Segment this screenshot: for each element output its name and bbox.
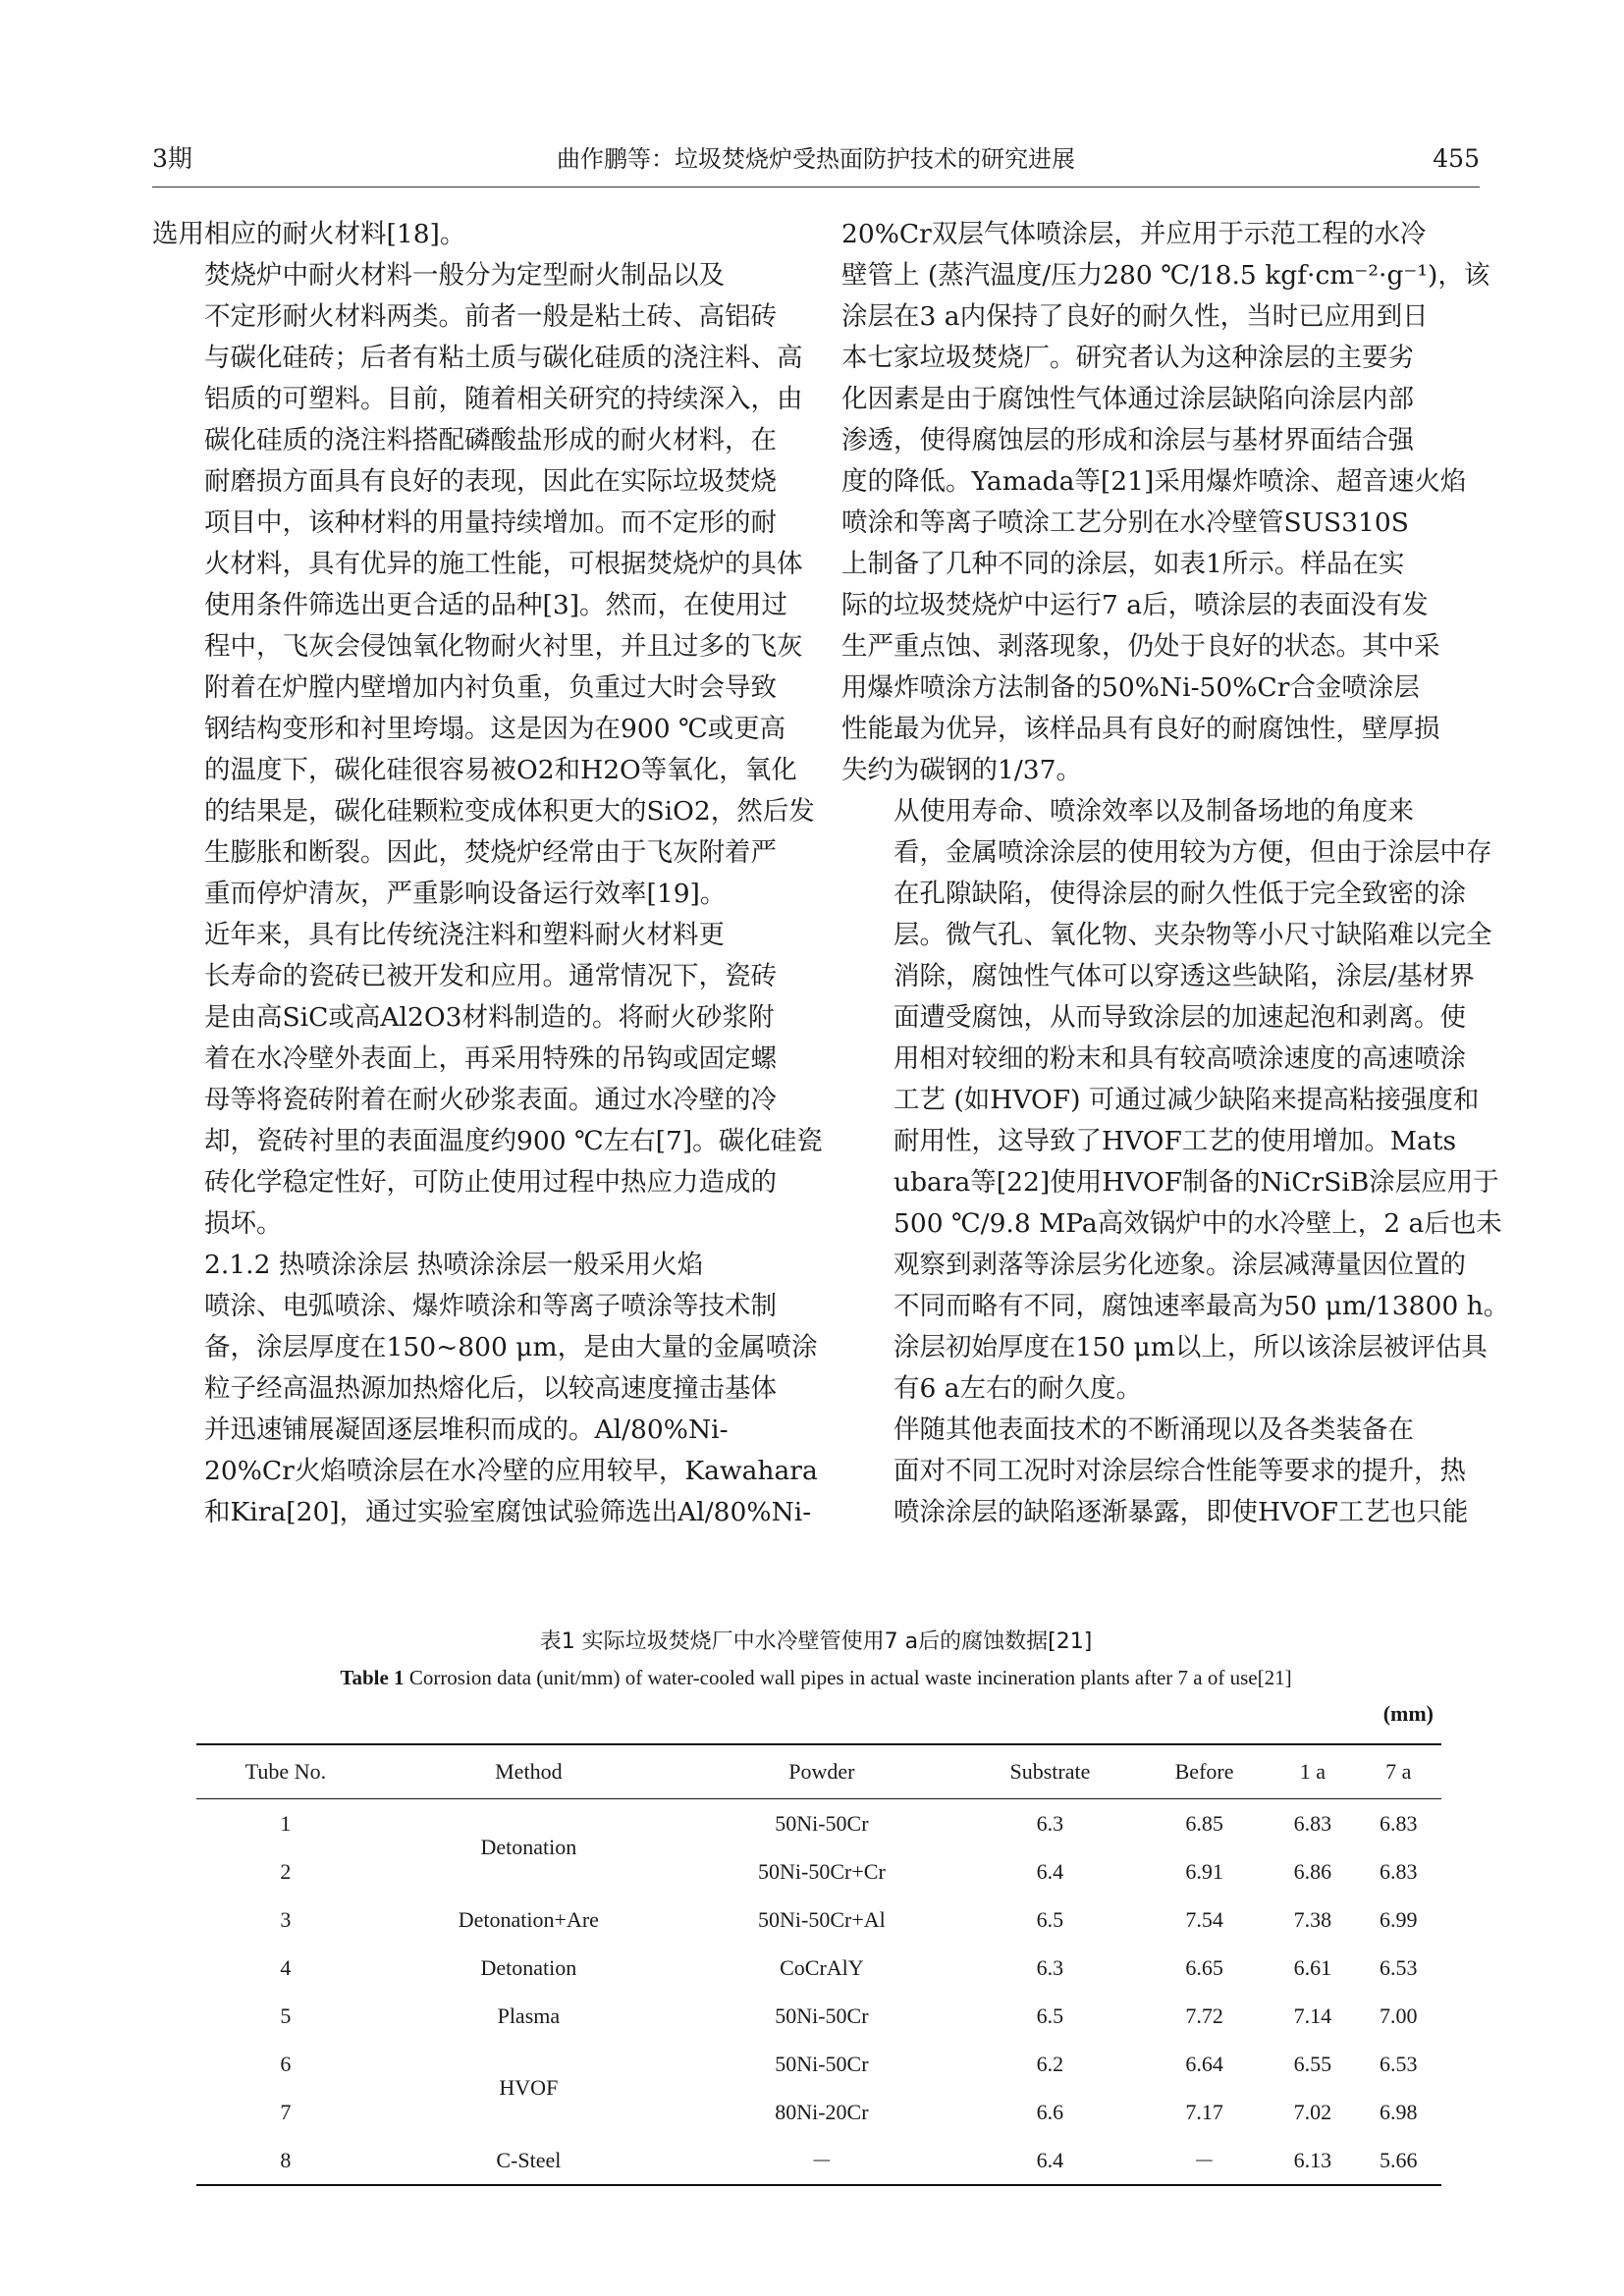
text-line: 喷涂、电弧喷涂、爆炸喷涂和等离子喷涂等技术制: [204, 1291, 777, 1321]
text-line: 面遭受腐蚀，从而导致涂层的加速起泡和剥离。使: [893, 1002, 1466, 1033]
cell-method: C-Steel: [375, 2136, 682, 2185]
column-header: Tube No.: [196, 1744, 375, 1799]
paragraph: [152, 1245, 818, 1533]
text-line: 涂层在3 a内保持了良好的耐久性，当时已应用到日: [841, 301, 1429, 332]
text-line: 壁管上 (蒸汽温度/压力280 ℃/18.5 kgf·cm⁻²·g⁻¹)，该: [841, 260, 1490, 291]
text-line: 碳化硅质的浇注料搭配磷酸盐形成的耐火材料，在: [204, 425, 777, 455]
table-row: [196, 1944, 1441, 1992]
text-line: 是由高SiC或高Al2O3材料制造的。将耐火砂浆附: [204, 1002, 775, 1033]
paragraph: [841, 791, 1510, 1410]
text-line: 铝质的可塑料。目前，随着相关研究的持续深入，由: [204, 384, 803, 414]
text-line: 用爆炸喷涂方法制备的50%Ni-50%Cr合金喷涂层: [841, 672, 1420, 703]
cell-substrate: 6.6: [1036, 2099, 1064, 2124]
cell-method: HVOF: [499, 2075, 559, 2100]
text-line: 20%Cr双层气体喷涂层，并应用于示范工程的水冷: [841, 219, 1427, 249]
cell-method: Detonation: [480, 1835, 577, 1859]
table-caption-cn: 表1 实际垃圾焚烧厂中水冷壁管使用7 a后的腐蚀数据[21]: [539, 1629, 1093, 1654]
table-row: [196, 1799, 1441, 1848]
text-line: 20%Cr火焰喷涂层在水冷壁的应用较早，Kawahara: [204, 1456, 818, 1486]
text-line: 用相对较细的粉末和具有较高喷涂速度的高速喷涂: [893, 1043, 1466, 1074]
cell-tube: 3: [280, 1906, 292, 1932]
text-line: 却，瓷砖衬里的表面温度约900 ℃左右[7]。碳化硅瓷: [204, 1126, 823, 1156]
cell-before: 7.72: [1185, 2002, 1223, 2028]
cell-a1: 7.02: [1293, 2099, 1332, 2124]
table-caption-en: [152, 1663, 1480, 1692]
text-line: 程中，飞灰会侵蚀氧化物耐火衬里，并且过多的飞灰: [204, 631, 803, 662]
table-row: [196, 1896, 1441, 1944]
cell-method: Detonation: [480, 1954, 577, 1980]
cell-substrate: 6.4: [1036, 1858, 1064, 1884]
text-line: 重而停炉清灰，严重影响设备运行效率[19]。: [204, 879, 727, 909]
cell-before: 7.17: [1185, 2099, 1223, 2124]
text-line: 有6 a左右的耐久度。: [893, 1373, 1143, 1404]
text-line: 在孔隙缺陷，使得涂层的耐久性低于完全致密的涂: [893, 879, 1466, 909]
column-header: Method: [375, 1744, 682, 1799]
text-line: 面对不同工况时对涂层综合性能等要求的提升，热: [893, 1456, 1466, 1486]
text-line: 化因素是由于腐蚀性气体通过涂层缺陷向涂层内部: [841, 384, 1414, 414]
cell-a7: 6.83: [1380, 1810, 1418, 1836]
issue-number: 3期: [152, 144, 192, 173]
table-header-row: [196, 1744, 1441, 1799]
text-line: 钢结构变形和衬里垮塌。这是因为在900 ℃或更高: [204, 714, 786, 744]
table-body: [196, 1799, 1441, 2186]
cell-substrate: 6.5: [1036, 1906, 1064, 1932]
text-line: 耐用性，这导致了HVOF工艺的使用增加。Mats: [893, 1126, 1457, 1156]
text-line: 粒子经高温热源加热熔化后，以较高速度撞击基体: [204, 1373, 777, 1404]
cell-a1: 6.61: [1293, 1954, 1332, 1980]
text-line: 母等将瓷砖附着在耐火砂浆表面。通过水冷壁的冷: [204, 1085, 777, 1115]
cell-powder: 50Ni-50Cr: [775, 1810, 869, 1836]
text-line: 看，金属喷涂涂层的使用较为方便，但由于涂层中存: [893, 837, 1492, 868]
cell-tube: 5: [280, 2002, 292, 2028]
text-line: 耐磨损方面具有良好的表现，因此在实际垃圾焚烧: [204, 466, 777, 497]
text-line: 喷涂涂层的缺陷逐渐暴露，即使HVOF工艺也只能: [893, 1497, 1469, 1527]
cell-a1: 7.38: [1293, 1906, 1332, 1932]
cell-substrate: 6.5: [1036, 2002, 1064, 2028]
text-line: 观察到剥落等涂层劣化迹象。涂层减薄量因位置的: [893, 1250, 1466, 1280]
cell-a7: 5.66: [1356, 2136, 1441, 2185]
cell-before: 6.85: [1185, 1810, 1223, 1836]
cell-a7: 6.98: [1380, 2099, 1418, 2124]
text-line: 不同而略有不同，腐蚀速率最高为50 μm/13800 h。: [893, 1291, 1510, 1321]
text-line: 的温度下，碳化硅很容易被O2和H2O等氧化，氧化: [204, 755, 797, 785]
cell-before: 6.91: [1185, 1858, 1223, 1884]
column-header: 7 a: [1356, 1744, 1441, 1799]
table-unit: (mm): [1382, 1701, 1434, 1726]
text-line: 500 ℃/9.8 MPa高效锅炉中的水冷壁上，2 a后也未: [893, 1208, 1502, 1239]
cell-substrate: 6.3: [1036, 1810, 1064, 1836]
text-line: 火材料，具有优异的施工性能，可根据焚烧炉的具体: [204, 549, 803, 579]
paragraph: [152, 214, 790, 255]
cell-before: 6.65: [1185, 1954, 1223, 1980]
cell-tube: 6: [280, 2051, 292, 2076]
right-column: [841, 214, 1510, 1533]
text-line: 涂层初始厚度在150 μm以上，所以该涂层被评估具: [893, 1332, 1488, 1362]
cell-powder: 50Ni-50Cr+Cr: [758, 1858, 886, 1884]
text-line: 长寿命的瓷砖已被开发和应用。通常情况下，瓷砖: [204, 961, 777, 991]
cell-a1: 7.14: [1293, 2002, 1332, 2028]
text-line: 的结果是，碳化硅颗粒变成体积更大的SiO2，然后发: [204, 796, 815, 827]
text-line: 着在水冷壁外表面上，再采用特殊的吊钩或固定螺: [204, 1043, 777, 1074]
cell-a7: 6.99: [1380, 1906, 1418, 1932]
text-line: 附着在炉膛内壁增加内衬负重，负重过大时会导致: [204, 672, 777, 703]
cell-a7: 6.83: [1380, 1858, 1418, 1884]
paragraph: [841, 1410, 1480, 1533]
table-caption-label: Table 1: [340, 1666, 405, 1689]
column-header: Powder: [682, 1744, 961, 1799]
text-line: 备，涂层厚度在150~800 μm，是由大量的金属喷涂: [204, 1332, 818, 1362]
cell-method: Detonation+Are: [458, 1906, 599, 1932]
text-line: 消除，腐蚀性气体可以穿透这些缺陷，涂层/基材界: [893, 961, 1475, 991]
cell-powder: 50Ni-50Cr: [775, 2051, 869, 2076]
text-line: 渗透，使得腐蚀层的形成和涂层与基材界面结合强: [841, 425, 1414, 455]
cell-substrate: 6.3: [1036, 1954, 1064, 1980]
table-row: [196, 2040, 1441, 2088]
page-header: [152, 137, 1480, 181]
table-row: [196, 1992, 1441, 2040]
text-line: 不定形耐火材料两类。前者一般是粘土砖、高铝砖: [204, 301, 777, 332]
paragraph: [152, 915, 823, 1245]
text-line: 生严重点蚀、剥落现象，仍处于良好的状态。其中采: [841, 631, 1440, 662]
cell-a7: 6.53: [1380, 1954, 1418, 1980]
cell-tube: 8: [196, 2136, 375, 2185]
text-line: 伴随其他表面技术的不断涌现以及各类装备在: [893, 1415, 1414, 1445]
left-column: [152, 214, 823, 1533]
cell-substrate: 6.4: [961, 2136, 1139, 2185]
text-line: 工艺 (如HVOF) 可通过减少缺陷来提高粘接强度和: [893, 1085, 1480, 1115]
cell-powder: 80Ni-20Cr: [775, 2099, 869, 2124]
cell-tube: 2: [280, 1858, 292, 1884]
paragraph: [841, 214, 1490, 791]
text-line: 选用相应的耐火材料[18]。: [152, 219, 466, 249]
column-header: 1 a: [1270, 1744, 1355, 1799]
text-line: 砖化学稳定性好，可防止使用过程中热应力造成的: [204, 1167, 777, 1198]
paragraph: [152, 255, 815, 915]
cell-a7: 7.00: [1380, 2002, 1418, 2028]
cell-before: －: [1139, 2136, 1270, 2185]
cell-before: 7.54: [1185, 1906, 1223, 1932]
text-line: 上制备了几种不同的涂层，如表1所示。样品在实: [841, 549, 1405, 579]
cell-powder: 50Ni-50Cr+Al: [758, 1906, 886, 1932]
text-line: 度的降低。Yamada等[21]采用爆炸喷涂、超音速火焰: [841, 466, 1467, 497]
text-line: 生膨胀和断裂。因此，焚烧炉经常由于飞灰附着严: [204, 837, 777, 868]
cell-a7: 6.53: [1380, 2051, 1418, 2076]
column-header: Before: [1139, 1744, 1270, 1799]
text-line: 从使用寿命、喷涂效率以及制备场地的角度来: [893, 796, 1414, 827]
cell-powder: 50Ni-50Cr: [775, 2002, 869, 2028]
text-line: 层。微气孔、氧化物、夹杂物等小尺寸缺陷难以完全: [893, 920, 1492, 950]
text-line: 损坏。: [204, 1208, 283, 1239]
text-line: 性能最为优异，该样品具有良好的耐腐蚀性，壁厚损: [841, 714, 1440, 744]
text-line: 喷涂和等离子喷涂工艺分别在水冷壁管SUS310S: [841, 507, 1409, 538]
cell-a1: 6.83: [1293, 1810, 1332, 1836]
running-title: 曲作鹏等：垃圾焚烧炉受热面防护技术的研究进展: [557, 145, 1075, 173]
cell-before: 6.64: [1185, 2051, 1223, 2076]
text-line: 与碳化硅砖；后者有粘土质与碳化硅质的浇注料、高: [204, 343, 803, 373]
text-line: 际的垃圾焚烧炉中运行7 a后，喷涂层的表面没有发: [841, 590, 1429, 620]
cell-tube: 7: [280, 2099, 292, 2124]
text-line: 项目中，该种材料的用量持续增加。而不定形的耐: [204, 507, 777, 538]
cell-powder: －: [682, 2136, 961, 2185]
cell-a1: 6.13: [1270, 2136, 1355, 2185]
text-line: 失约为碳钢的1/37。: [841, 755, 1083, 785]
text-line: 焚烧炉中耐火材料一般分为定型耐火制品以及: [204, 260, 725, 291]
text-line: 使用条件筛选出更合适的品种[3]。然而，在使用过: [204, 590, 788, 620]
column-header: Substrate: [961, 1744, 1139, 1799]
text-line: ubara等[22]使用HVOF制备的NiCrSiB涂层应用于: [893, 1167, 1499, 1198]
cell-tube: 1: [280, 1810, 292, 1836]
table-row: [196, 2136, 1441, 2185]
cell-tube: 4: [280, 1954, 292, 1980]
table-caption-text: Corrosion data (unit/mm) of water-cooled wall pipes in actual waste incineration plants after 7 a of use[21]: [404, 1666, 1292, 1689]
text-line: 和Kira[20]，通过实验室腐蚀试验筛选出Al/80%Ni-: [204, 1497, 812, 1527]
text-line: 近年来，具有比传统浇注料和塑料耐火材料更: [204, 920, 725, 950]
cell-powder: CoCrAlY: [780, 1954, 864, 1980]
text-line: 本七家垃圾焚烧厂。研究者认为这种涂层的主要劣: [841, 343, 1414, 373]
text-line: 并迅速铺展凝固逐层堆积而成的。Al/80%Ni-: [204, 1415, 729, 1445]
page-number: 455: [1433, 144, 1480, 173]
cell-method: Plasma: [497, 2002, 561, 2028]
cell-a1: 6.55: [1293, 2051, 1332, 2076]
cell-a1: 6.86: [1293, 1858, 1332, 1884]
cell-substrate: 6.2: [1036, 2051, 1064, 2076]
corrosion-data-table: [196, 1743, 1441, 2186]
text-line: 2.1.2 热喷涂涂层 热喷涂涂层一般采用火焰: [204, 1250, 704, 1280]
